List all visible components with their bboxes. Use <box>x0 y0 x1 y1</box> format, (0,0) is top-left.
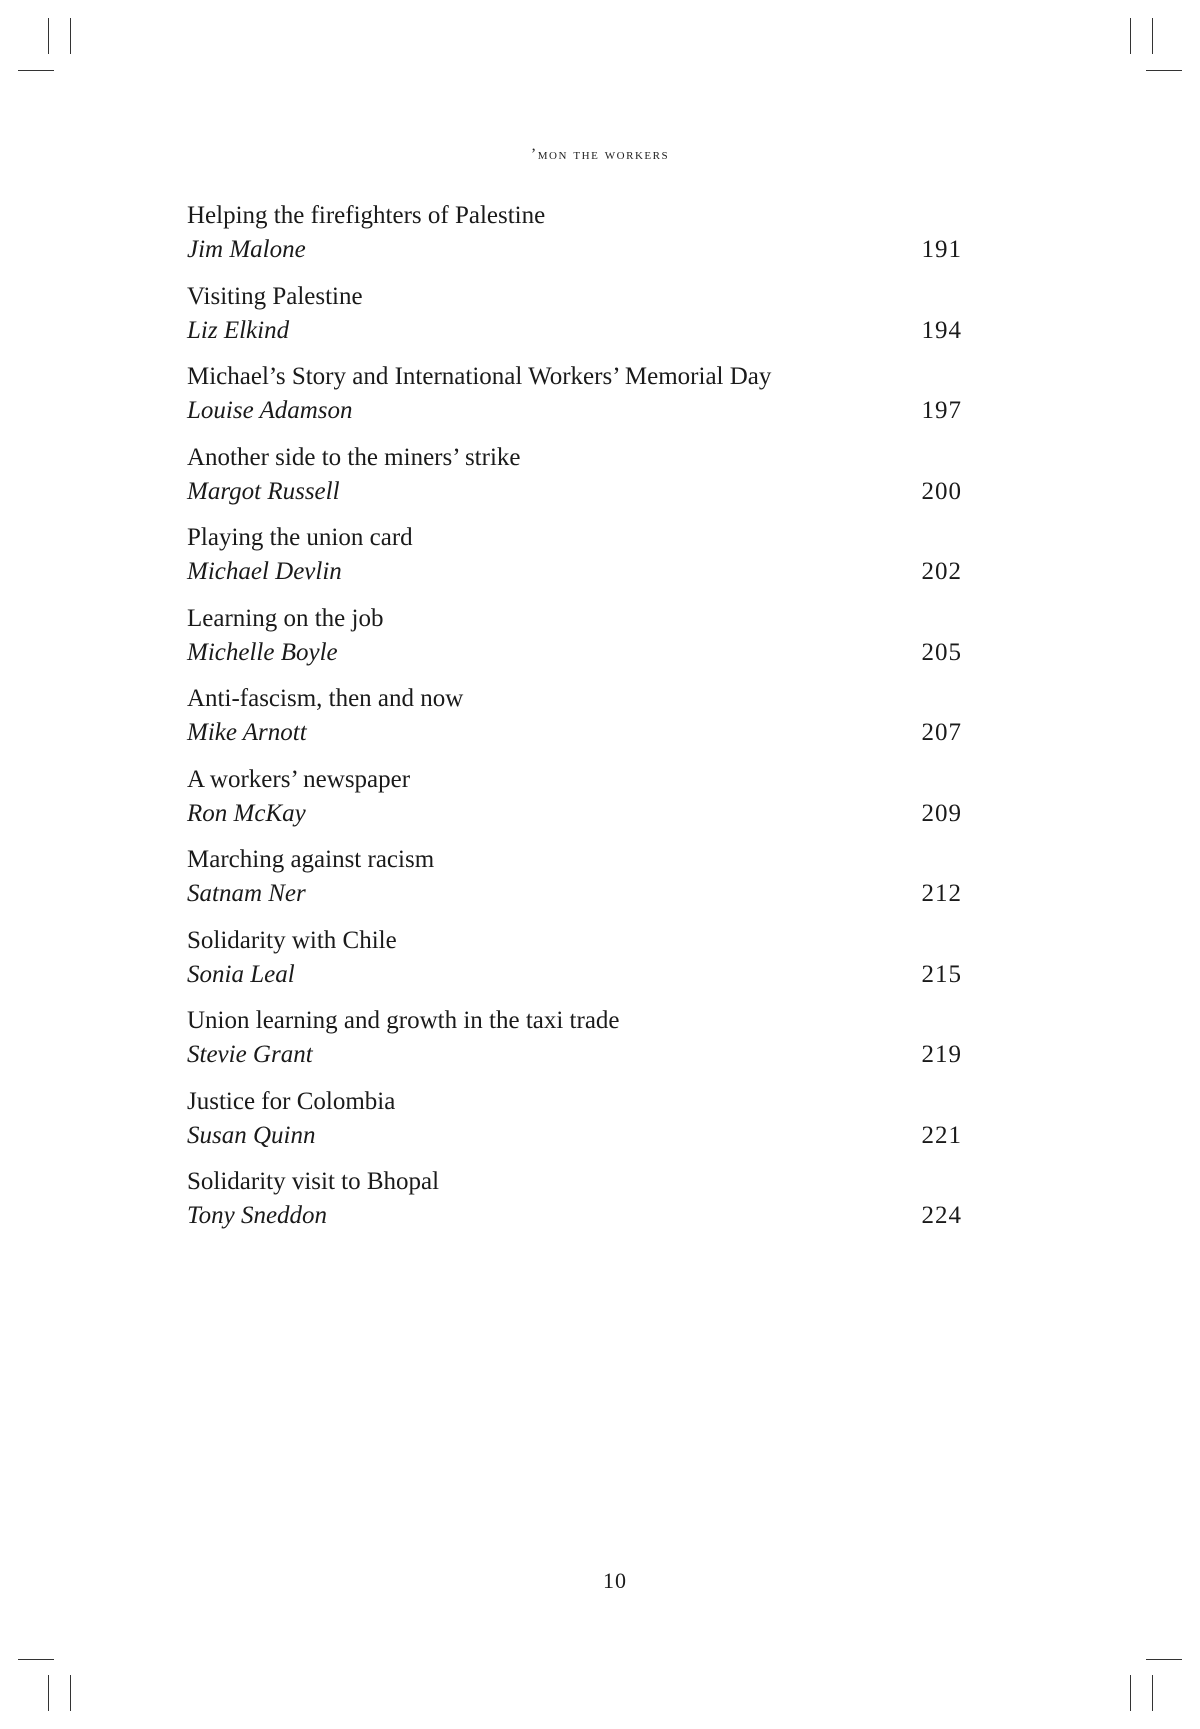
entry-title: Marching against racism <box>187 846 435 873</box>
crop-mark <box>48 1675 49 1711</box>
entry-page-number: 207 <box>921 719 962 746</box>
entry-title: Justice for Colombia <box>187 1087 396 1115</box>
entry-page-number: 212 <box>921 880 962 907</box>
running-head: ’mon the workers <box>530 146 670 163</box>
entry-page-number: 224 <box>921 1202 962 1229</box>
entry-author: Mike Arnott <box>187 719 307 746</box>
entry-author: Satnam Ner <box>187 880 306 907</box>
crop-mark <box>70 1675 71 1711</box>
toc-entry <box>187 1165 962 1246</box>
entry-title: Helping the firefighters of Palestine <box>187 202 546 229</box>
entry-author-line <box>187 1119 962 1153</box>
entry-title: Solidarity with Chile <box>187 926 397 954</box>
toc-entry <box>187 360 962 441</box>
entry-title: Another side to the miners’ strike <box>187 443 521 471</box>
toc-entry <box>187 280 962 361</box>
toc-entry <box>187 1085 962 1166</box>
entry-author: Liz Elkind <box>187 316 290 344</box>
entry-page-number: 197 <box>921 397 962 424</box>
entry-page-number: 219 <box>921 1041 962 1068</box>
entry-title: Learning on the job <box>187 604 384 632</box>
entry-author-line <box>187 636 962 670</box>
entry-author: Tony Sneddon <box>187 1202 328 1229</box>
toc-entry <box>187 1004 962 1085</box>
crop-mark <box>1146 70 1182 71</box>
entry-title: Union learning and growth in the taxi trade <box>187 1007 620 1034</box>
entry-author-line <box>187 877 962 911</box>
entry-author: Stevie Grant <box>187 1041 313 1068</box>
entry-title: Anti-fascism, then and now <box>187 685 464 712</box>
entry-author: Louise Adamson <box>187 397 353 424</box>
page-number: 10 <box>603 1568 627 1593</box>
entry-title: A workers’ newspaper <box>187 765 411 793</box>
toc-entry <box>187 682 962 763</box>
entry-title: Solidarity visit to Bhopal <box>187 1168 440 1195</box>
entry-page-number: 215 <box>921 960 962 988</box>
toc-entry <box>187 441 962 522</box>
entry-author-line <box>187 555 962 589</box>
crop-mark <box>18 70 54 71</box>
entry-page-number: 194 <box>921 316 962 344</box>
entry-author-line <box>187 716 962 750</box>
entry-author-line <box>187 394 962 428</box>
crop-mark <box>1152 18 1153 54</box>
entry-author: Ron McKay <box>187 799 306 827</box>
entry-author-line <box>187 233 962 267</box>
entry-author: Susan Quinn <box>187 1121 316 1149</box>
table-of-contents <box>187 199 962 1246</box>
crop-mark <box>70 18 71 54</box>
toc-entry <box>187 763 962 844</box>
entry-author: Michael Devlin <box>187 558 342 585</box>
entry-page-number: 200 <box>921 477 962 505</box>
crop-mark <box>1130 1675 1131 1711</box>
toc-entry <box>187 843 962 924</box>
entry-author-line <box>187 958 962 992</box>
entry-page-number: 221 <box>921 1121 962 1149</box>
entry-page-number: 202 <box>921 558 962 585</box>
crop-mark <box>18 1659 54 1660</box>
entry-page-number: 209 <box>921 799 962 827</box>
entry-author-line <box>187 797 962 831</box>
entry-title: Playing the union card <box>187 524 413 551</box>
crop-mark <box>1152 1675 1153 1711</box>
entry-author-line <box>187 475 962 509</box>
entry-author-line <box>187 314 962 348</box>
entry-author: Sonia Leal <box>187 960 295 988</box>
crop-mark <box>1146 1659 1182 1660</box>
entry-title: Michael’s Story and International Workers’ Memorial Day <box>187 363 772 390</box>
entry-author-line <box>187 1038 962 1072</box>
entry-author: Michelle Boyle <box>187 638 338 666</box>
crop-mark <box>1130 18 1131 54</box>
entry-page-number: 205 <box>921 638 962 666</box>
entry-author: Margot Russell <box>187 477 340 505</box>
entry-author-line <box>187 1199 962 1233</box>
entry-page-number: 191 <box>921 236 962 263</box>
toc-entry <box>187 602 962 683</box>
entry-title: Visiting Palestine <box>187 282 363 310</box>
entry-author: Jim Malone <box>187 236 306 263</box>
crop-mark <box>48 18 49 54</box>
toc-entry <box>187 521 962 602</box>
toc-entry <box>187 924 962 1005</box>
toc-entry <box>187 199 962 280</box>
